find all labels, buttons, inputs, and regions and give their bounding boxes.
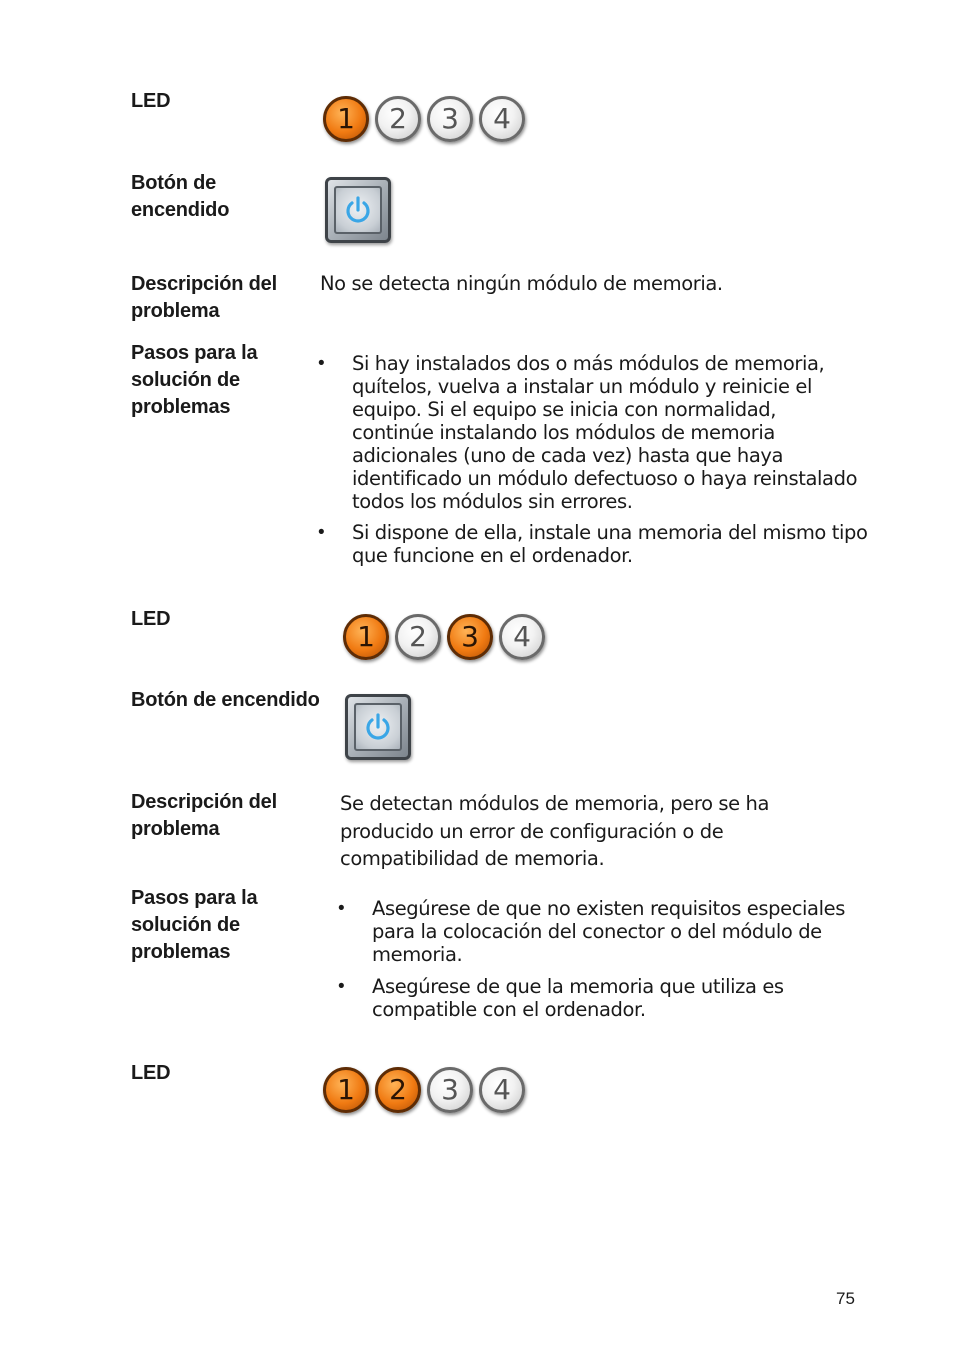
- power-button-label: Botón de encendido: [131, 689, 320, 711]
- problem-description: [320, 272, 723, 295]
- bullet-marker: •: [338, 898, 345, 919]
- problem-description: [340, 790, 769, 873]
- troubleshooting-step: [352, 521, 868, 567]
- power-button-icon: [345, 694, 411, 760]
- step-line: Asegúrese de que no existen requisitos especiales: [372, 897, 845, 920]
- power-button-icon: [325, 177, 391, 243]
- step-line: Asegúrese de que la memoria que utiliza es: [372, 975, 784, 998]
- led-1-icon: 1: [343, 614, 389, 660]
- led-indicator-row: [343, 614, 551, 660]
- step-line: todos los módulos sin errores.: [352, 490, 633, 513]
- troubleshooting-step: [372, 897, 845, 966]
- step-line: Si hay instalados dos o más módulos de memoria,: [352, 352, 825, 375]
- led-1-icon: 1: [323, 96, 369, 142]
- led-4-icon: 4: [499, 614, 545, 660]
- led-label: LED: [131, 608, 171, 630]
- page-number: 75: [836, 1289, 855, 1308]
- led-2-icon: 2: [375, 96, 421, 142]
- led-4-icon: 4: [479, 96, 525, 142]
- troubleshooting-steps-label: Pasos para la solución de problemas: [131, 342, 258, 418]
- troubleshooting-step: [352, 352, 857, 513]
- power-button-label: Botón de encendido: [131, 172, 230, 221]
- troubleshooting-step: [372, 975, 784, 1021]
- step-line: que funcione en el ordenador.: [352, 544, 633, 567]
- description-line: No se detecta ningún módulo de memoria.: [320, 272, 723, 295]
- step-line: para la colocación del conector o del módulo de: [372, 920, 822, 943]
- step-line: memoria.: [372, 943, 463, 966]
- problem-description-label: Descripción del problema: [131, 273, 277, 322]
- led-2-icon: 2: [395, 614, 441, 660]
- step-line: adicionales (uno de cada vez) hasta que haya: [352, 444, 784, 467]
- bullet-marker: •: [338, 976, 345, 997]
- led-3-icon: 3: [447, 614, 493, 660]
- led-label: LED: [131, 90, 171, 112]
- step-line: quítelos, vuelva a instalar un módulo y reinicie el: [352, 375, 812, 398]
- problem-description-label: Descripción del problema: [131, 791, 277, 840]
- step-line: identificado un módulo defectuoso o haya reinstalado: [352, 467, 858, 490]
- led-label: LED: [131, 1062, 171, 1084]
- step-line: Si dispone de ella, instale una memoria del mismo tipo: [352, 521, 868, 544]
- description-line: Se detectan módulos de memoria, pero se ha: [340, 792, 770, 815]
- led-4-icon: 4: [479, 1067, 525, 1113]
- step-line: compatible con el ordenador.: [372, 998, 646, 1021]
- power-light: [354, 703, 402, 751]
- led-1-icon: 1: [323, 1067, 369, 1113]
- led-indicator-row: [323, 1067, 531, 1113]
- led-3-icon: 3: [427, 1067, 473, 1113]
- bullet-marker: •: [318, 522, 325, 543]
- step-line: continúe instalando los módulos de memoria: [352, 421, 775, 444]
- description-line: compatibilidad de memoria.: [340, 847, 605, 870]
- led-3-icon: 3: [427, 96, 473, 142]
- led-indicator-row: [323, 96, 531, 142]
- power-light: [334, 186, 382, 234]
- troubleshooting-steps-label: Pasos para la solución de problemas: [131, 887, 258, 963]
- led-2-icon: 2: [375, 1067, 421, 1113]
- description-line: producido un error de configuración o de: [340, 819, 724, 843]
- step-line: equipo. Si el equipo se inicia con normalidad,: [352, 398, 777, 421]
- bullet-marker: •: [318, 353, 325, 374]
